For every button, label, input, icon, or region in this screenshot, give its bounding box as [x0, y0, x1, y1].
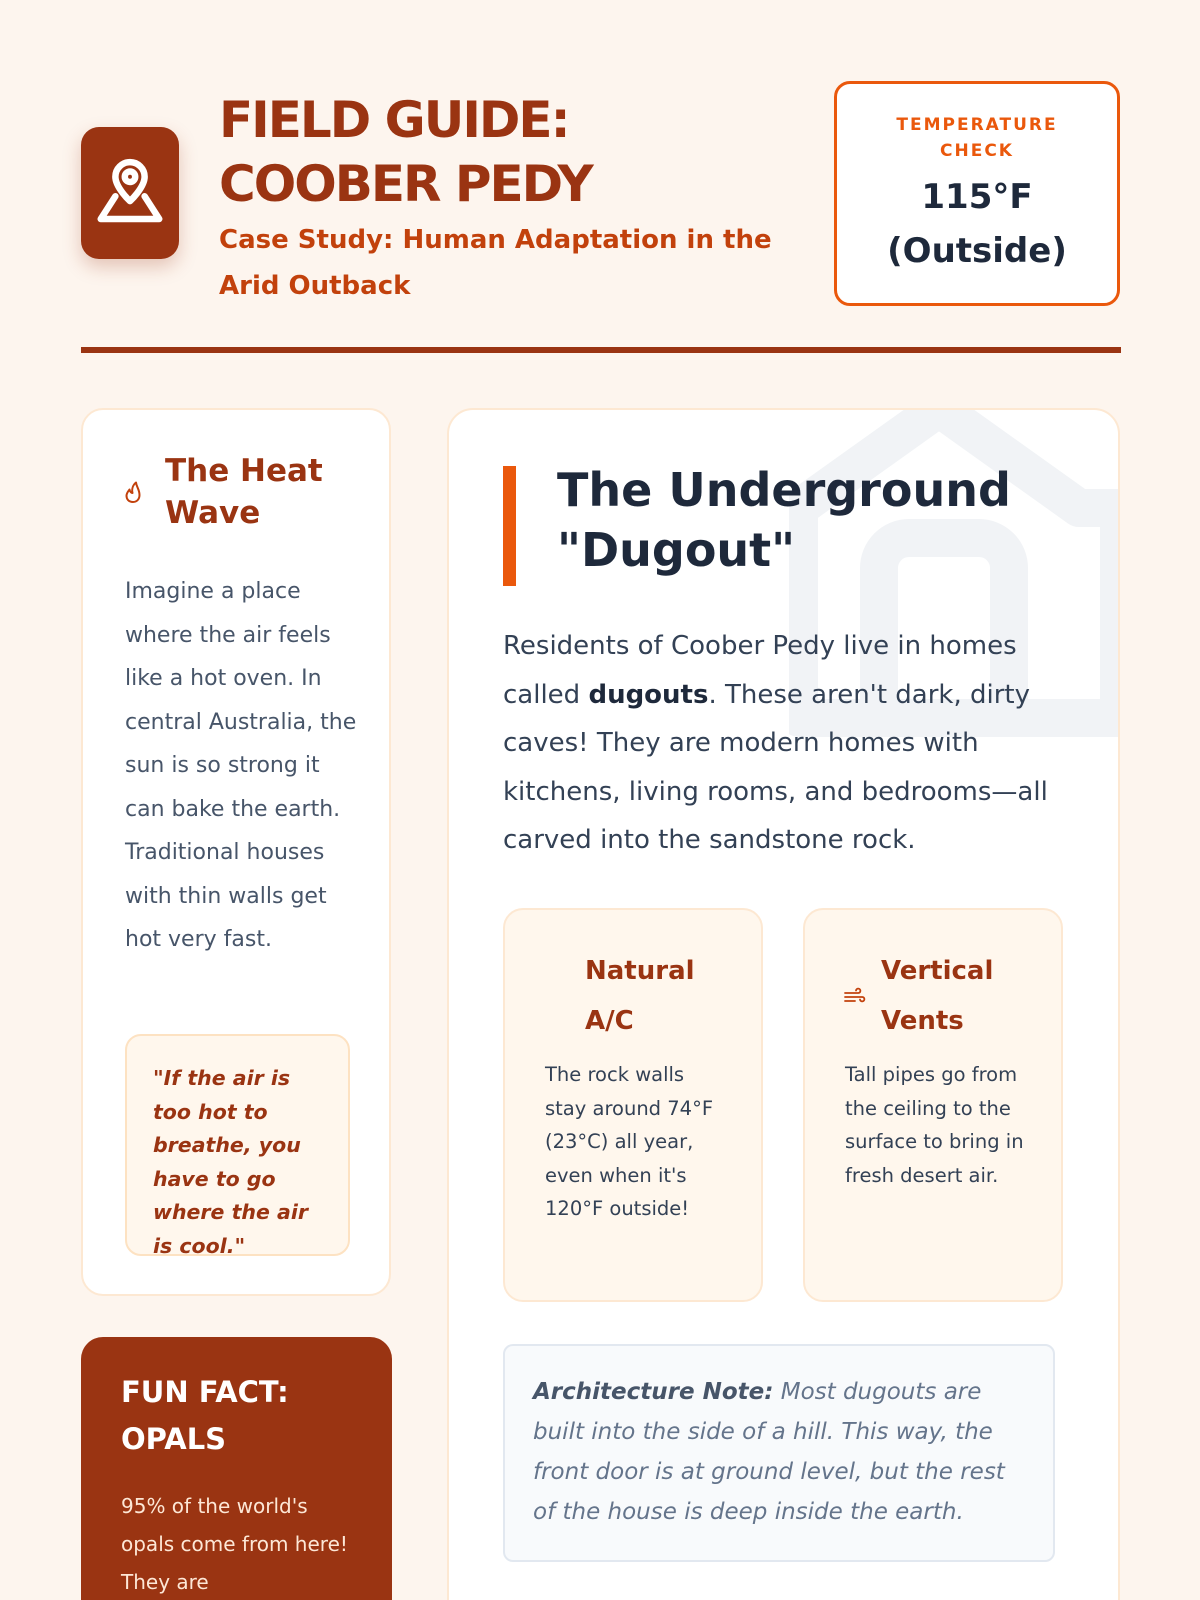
dugout-intro-bold: dugouts	[588, 679, 709, 710]
temperature-label-line: CHECK	[940, 141, 1014, 161]
temperature-value-line: 115°F	[921, 177, 1033, 217]
feature-title-line: Natural	[585, 956, 695, 986]
page-header	[81, 80, 1121, 310]
temperature-check-card	[834, 81, 1120, 306]
temperature-value	[837, 170, 1117, 278]
page-subtitle: Case Study: Human Adaptation in the Arid Outback	[219, 225, 772, 301]
dugout-intro-text: Residents of Coober Pedy live in homes called	[503, 631, 1017, 710]
feature-header	[843, 946, 1031, 1046]
header-divider	[81, 347, 1121, 353]
heat-wave-title-line: Wave	[165, 495, 261, 531]
feature-card-natural-ac	[503, 908, 763, 1302]
feature-header	[543, 946, 735, 1046]
heat-wave-title-line: The Heat	[165, 453, 323, 489]
temperature-label	[837, 112, 1117, 164]
title-accent-bar	[503, 466, 516, 586]
fun-fact-title-line: OPALS	[121, 1422, 227, 1456]
heat-wave-header	[123, 450, 323, 534]
feature-text: Tall pipes go from the ceiling to the surface to bring in fresh desert air.	[845, 1063, 1024, 1187]
temperature-label-line: TEMPERATURE	[896, 115, 1058, 135]
heat-wave-quote: "If the air is too hot to breathe, you have to go where the air is cool."	[125, 1034, 350, 1256]
fun-fact-title	[121, 1369, 361, 1463]
architecture-note-label: Architecture Note:	[533, 1379, 774, 1405]
dugout-title-line: The Underground	[557, 463, 1011, 517]
feature-text: The rock walls stay around 74°F (23°C) all year, even when it's 120°F outside!	[545, 1063, 714, 1220]
heat-wave-card	[81, 408, 391, 1296]
feature-title-line: Vertical	[881, 956, 994, 986]
feature-title	[881, 946, 1031, 1046]
feature-title-line: A/C	[585, 1006, 634, 1036]
dugout-intro	[503, 622, 1073, 865]
flame-icon	[123, 480, 143, 504]
dugout-card	[447, 408, 1120, 1600]
temperature-value-line: (Outside)	[887, 231, 1067, 271]
map-pin-icon	[91, 154, 169, 232]
feature-title	[585, 946, 735, 1046]
feature-card-vertical-vents	[803, 908, 1063, 1302]
dugout-intro-text: . These aren't dark, dirty caves! They are modern homes with kitchens, living rooms, and bedrooms—all carved into the sandstone rock.	[503, 679, 1048, 855]
page-title	[219, 88, 592, 216]
heat-wave-text: Imagine a place where the air feels like a hot oven. In central Australia, the sun is so strong it can bake the earth. Traditional houses with thin walls get hot very fast.	[125, 579, 357, 952]
dugout-title	[557, 460, 1077, 580]
feature-title-line: Vents	[881, 1006, 964, 1036]
fun-fact-text: 95% of the world's opals come from here! They are	[121, 1494, 348, 1594]
architecture-note	[503, 1344, 1055, 1562]
title-line: COOBER PEDY	[219, 155, 592, 213]
fun-fact-title-line: FUN FACT:	[121, 1375, 289, 1409]
dugout-title-line: "Dugout"	[557, 523, 796, 577]
title-line: FIELD GUIDE:	[219, 91, 569, 149]
heat-wave-title	[165, 450, 323, 534]
architecture-note-text: Most dugouts are built into the side of a hill. This way, the front door is at ground level, but the rest of the house is deep inside the earth.	[533, 1379, 1005, 1525]
fun-fact-card	[81, 1337, 392, 1600]
wind-icon	[843, 987, 867, 1005]
map-pin-logo	[81, 127, 179, 259]
